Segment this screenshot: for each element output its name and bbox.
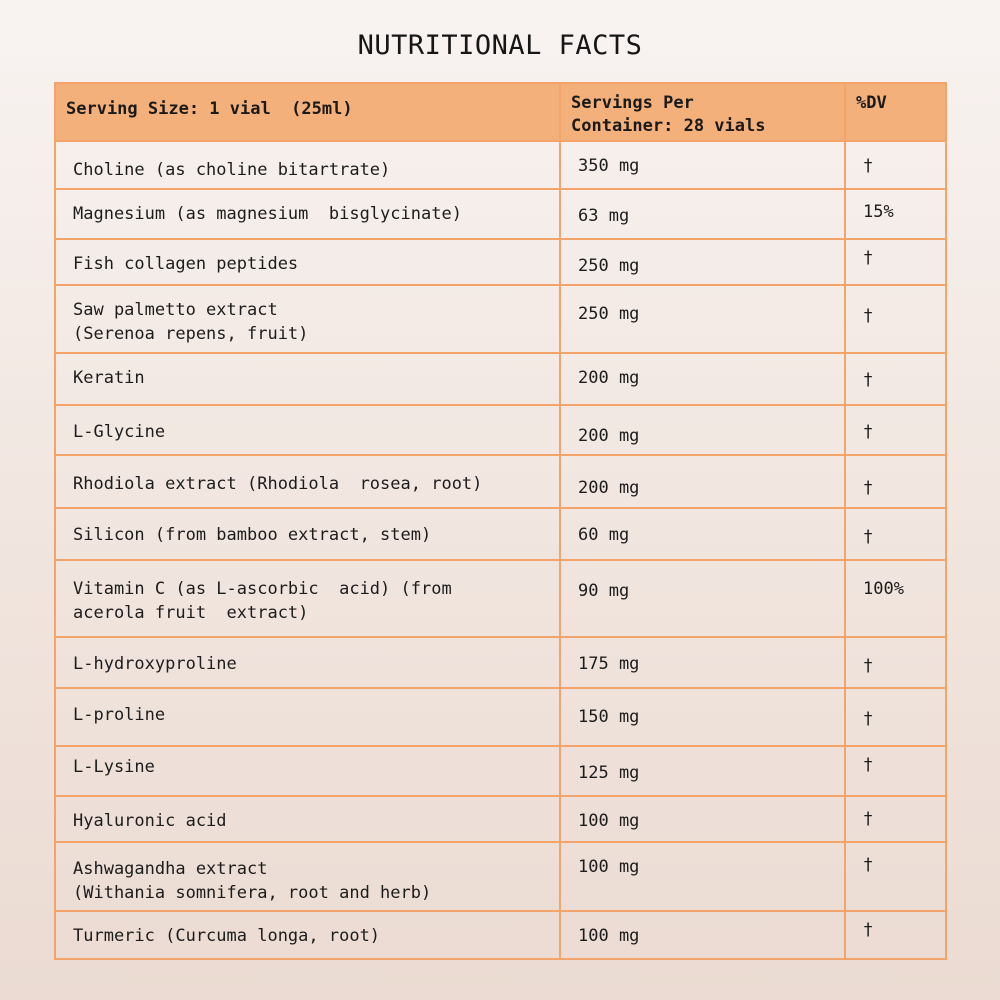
nutrient-name-cell bbox=[55, 285, 560, 353]
nutrient-name-cell bbox=[55, 141, 560, 189]
nutrient-name: Turmeric (Curcuma longa, root) bbox=[73, 926, 381, 946]
table-row bbox=[55, 405, 946, 455]
nutrient-name-cell bbox=[55, 353, 560, 405]
nutrient-dv-cell bbox=[845, 141, 946, 189]
nutrient-dv: † bbox=[863, 422, 874, 442]
nutrient-amount-cell bbox=[560, 842, 845, 911]
nutrient-amount-cell bbox=[560, 688, 845, 746]
nutrient-amount-cell bbox=[560, 637, 845, 688]
nutrient-amount: 100 mg bbox=[578, 857, 640, 877]
nutrient-amount-cell bbox=[560, 796, 845, 842]
nutrient-dv-cell bbox=[845, 842, 946, 911]
nutrient-amount-cell bbox=[560, 239, 845, 285]
nutrient-name: Fish collagen peptides bbox=[73, 254, 299, 274]
nutrient-dv-cell bbox=[845, 508, 946, 560]
nutrient-name-cell bbox=[55, 189, 560, 239]
dv-header: %DV bbox=[845, 83, 946, 141]
nutrient-dv: † bbox=[863, 156, 874, 176]
nutrient-amount-cell bbox=[560, 911, 845, 959]
nutrient-amount-cell bbox=[560, 405, 845, 455]
nutrient-name: Rhodiola extract (Rhodiola rosea, root) bbox=[73, 474, 483, 494]
nutrient-amount: 200 mg bbox=[578, 426, 640, 446]
nutrient-name: Keratin bbox=[73, 368, 145, 388]
nutrient-amount: 100 mg bbox=[578, 926, 640, 946]
table-row bbox=[55, 560, 946, 637]
nutrient-amount: 250 mg bbox=[578, 304, 640, 324]
serving-size-header: Serving Size: 1 vial (25ml) bbox=[55, 83, 560, 141]
nutrient-dv: † bbox=[863, 656, 874, 676]
table-row bbox=[55, 239, 946, 285]
nutrient-name: L-hydroxyproline bbox=[73, 654, 237, 674]
nutrient-name: Choline (as choline bitartrate) bbox=[73, 160, 391, 180]
table-row bbox=[55, 285, 946, 353]
table-row bbox=[55, 911, 946, 959]
table-row bbox=[55, 796, 946, 842]
page-title: NUTRITIONAL FACTS bbox=[357, 30, 643, 61]
table-row bbox=[55, 688, 946, 746]
nutrient-name: L-Lysine bbox=[73, 757, 155, 777]
nutrient-name-cell bbox=[55, 796, 560, 842]
nutrient-amount: 200 mg bbox=[578, 478, 640, 498]
nutrient-amount: 90 mg bbox=[578, 581, 630, 601]
nutrient-amount-cell bbox=[560, 560, 845, 637]
nutrient-name: Ashwagandha extract (Withania somnifera, root and herb) bbox=[73, 859, 432, 903]
table-row bbox=[55, 455, 946, 508]
nutrient-amount: 250 mg bbox=[578, 256, 640, 276]
table-row bbox=[55, 141, 946, 189]
nutrient-dv: † bbox=[863, 478, 874, 498]
nutrient-dv-cell bbox=[845, 285, 946, 353]
nutrient-name: Saw palmetto extract (Serenoa repens, fruit) bbox=[73, 300, 309, 344]
nutrient-amount: 350 mg bbox=[578, 156, 640, 176]
nutrient-amount: 125 mg bbox=[578, 763, 640, 783]
table-row bbox=[55, 842, 946, 911]
nutrient-amount-cell bbox=[560, 455, 845, 508]
nutrient-dv-cell bbox=[845, 189, 946, 239]
nutrient-dv-cell bbox=[845, 560, 946, 637]
nutrient-amount-cell bbox=[560, 141, 845, 189]
nutrient-dv: 100% bbox=[863, 579, 904, 599]
nutrient-dv-cell bbox=[845, 796, 946, 842]
nutrient-name-cell bbox=[55, 508, 560, 560]
nutrient-dv: † bbox=[863, 755, 874, 775]
nutrient-name-cell bbox=[55, 560, 560, 637]
nutrient-amount: 63 mg bbox=[578, 206, 630, 226]
nutrient-name: L-Glycine bbox=[73, 422, 166, 442]
nutrient-amount: 100 mg bbox=[578, 811, 640, 831]
nutrient-dv-cell bbox=[845, 637, 946, 688]
nutrient-amount: 175 mg bbox=[578, 654, 640, 674]
table-row bbox=[55, 637, 946, 688]
nutrient-name-cell bbox=[55, 455, 560, 508]
nutrient-amount-cell bbox=[560, 189, 845, 239]
nutrient-amount-cell bbox=[560, 746, 845, 796]
nutrient-name-cell bbox=[55, 746, 560, 796]
nutrient-dv: † bbox=[863, 855, 874, 875]
nutrient-name-cell bbox=[55, 688, 560, 746]
nutrient-dv-cell bbox=[845, 911, 946, 959]
nutrient-name: Vitamin C (as L-ascorbic acid) (from acerola fruit extract) bbox=[73, 579, 452, 623]
nutrient-dv-cell bbox=[845, 405, 946, 455]
nutrient-dv: † bbox=[863, 709, 874, 729]
nutrient-name-cell bbox=[55, 842, 560, 911]
nutrient-amount-cell bbox=[560, 285, 845, 353]
nutrient-dv-cell bbox=[845, 353, 946, 405]
nutrient-name: Hyaluronic acid bbox=[73, 811, 227, 831]
table-row bbox=[55, 746, 946, 796]
table-row bbox=[55, 508, 946, 560]
nutrient-name: Magnesium (as magnesium bisglycinate) bbox=[73, 204, 462, 224]
table-row bbox=[55, 353, 946, 405]
nutrient-dv: † bbox=[863, 306, 874, 326]
nutrient-name: Silicon (from bamboo extract, stem) bbox=[73, 525, 432, 545]
nutrient-name-cell bbox=[55, 405, 560, 455]
nutrient-name-cell bbox=[55, 239, 560, 285]
nutrient-name: L-proline bbox=[73, 705, 166, 725]
table-header-row bbox=[55, 83, 946, 141]
nutrient-dv-cell bbox=[845, 455, 946, 508]
nutrient-name-cell bbox=[55, 911, 560, 959]
table-row bbox=[55, 189, 946, 239]
nutrient-dv-cell bbox=[845, 239, 946, 285]
nutrient-dv-cell bbox=[845, 688, 946, 746]
nutrient-amount: 200 mg bbox=[578, 368, 640, 388]
nutrient-dv: † bbox=[863, 248, 874, 268]
nutrient-name-cell bbox=[55, 637, 560, 688]
nutrient-dv: 15% bbox=[863, 202, 894, 222]
nutrient-amount-cell bbox=[560, 508, 845, 560]
nutrient-dv: † bbox=[863, 527, 874, 547]
nutrient-amount-cell bbox=[560, 353, 845, 405]
nutrient-amount: 60 mg bbox=[578, 525, 630, 545]
nutrient-dv: † bbox=[863, 920, 874, 940]
nutrition-table bbox=[54, 82, 947, 960]
servings-per-container-header: Servings Per Container: 28 vials bbox=[560, 83, 845, 141]
nutrient-dv: † bbox=[863, 809, 874, 829]
nutrient-amount: 150 mg bbox=[578, 707, 640, 727]
nutrient-dv: † bbox=[863, 370, 874, 390]
nutrient-dv-cell bbox=[845, 746, 946, 796]
